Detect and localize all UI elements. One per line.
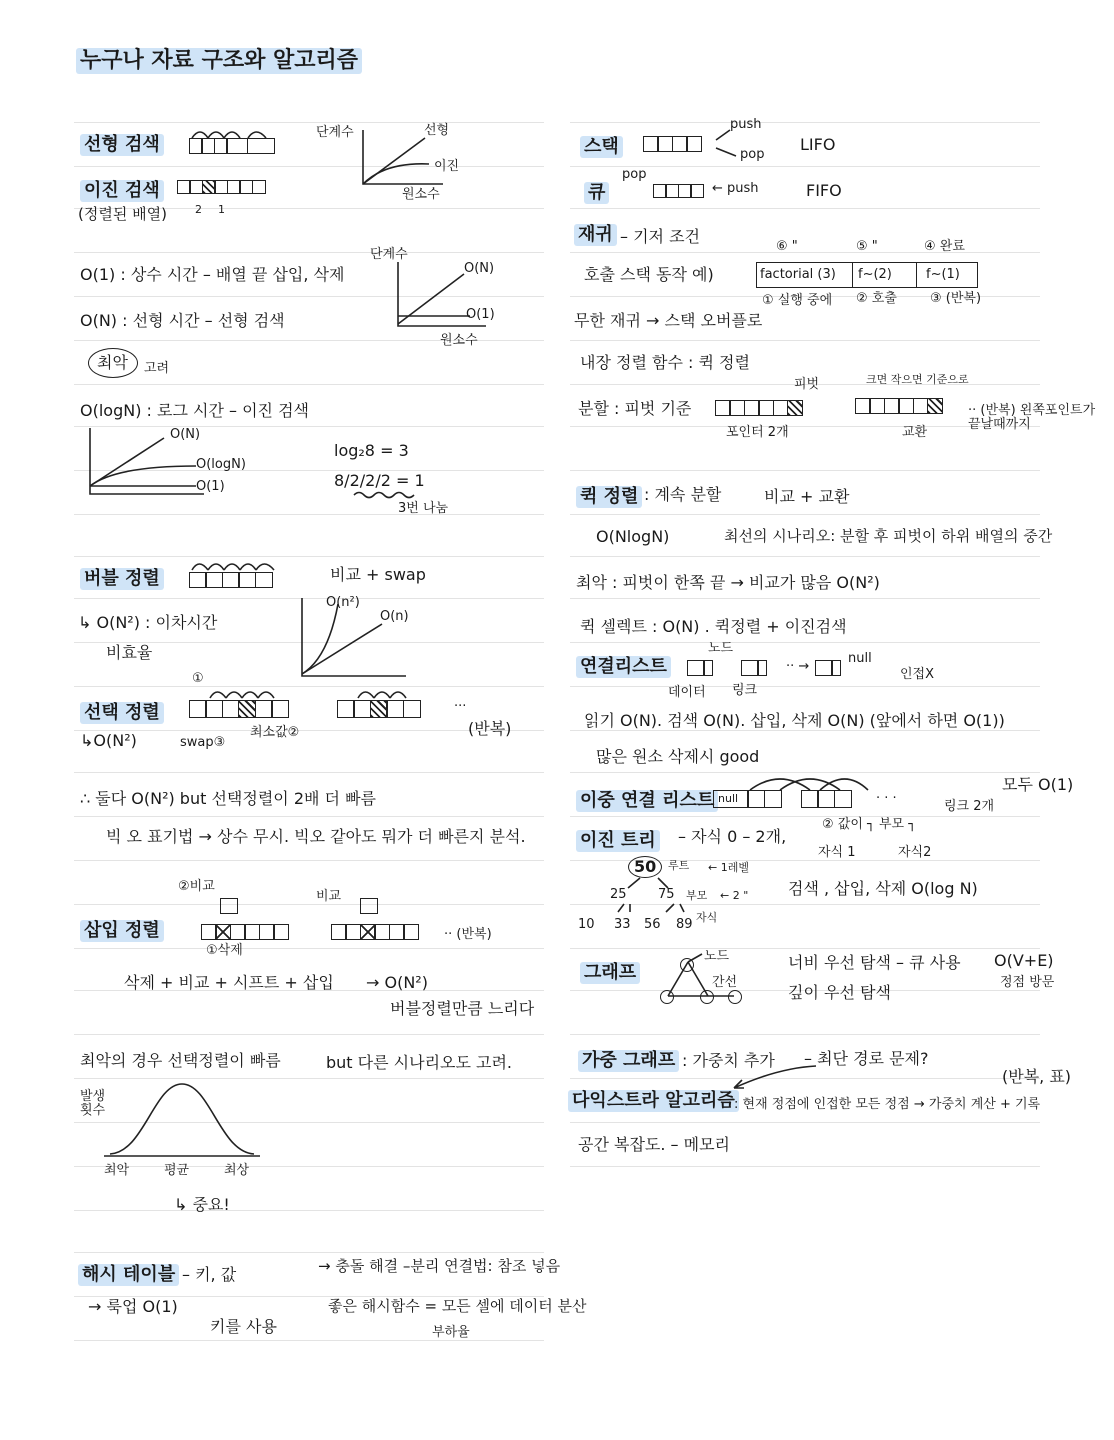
frame-factorial-3: factorial (3) bbox=[760, 267, 836, 282]
bt-node-75: 75 bbox=[658, 887, 675, 902]
builtin-sort: 내장 정렬 함수 : 퀵 정렬 bbox=[580, 353, 750, 372]
call-stack-example: 호출 스택 동작 예) bbox=[584, 265, 714, 284]
selection-repeat: (반복) bbox=[468, 719, 512, 738]
partition-array-2 bbox=[856, 398, 943, 414]
binary-search-pointer-1: 1 bbox=[218, 203, 225, 216]
division-note: 3번 나눔 bbox=[398, 501, 449, 516]
ruled-line-right bbox=[570, 470, 1040, 471]
weighted-desc: : 가중치 추가 bbox=[682, 1051, 775, 1070]
ruled-line-left bbox=[74, 860, 544, 861]
graph-complexity: O(V+E) bbox=[994, 951, 1054, 970]
call-step-2: ② 호출 bbox=[856, 291, 897, 306]
quicksort-desc: : 계속 분할 bbox=[644, 485, 722, 504]
worst-case-line: 최악의 경우 선택정렬이 빠름 bbox=[80, 1051, 281, 1070]
linked-list-heading: 연결리스트 bbox=[576, 656, 671, 678]
graph1-binary-label: 이진 bbox=[434, 159, 460, 174]
insertion-temp-cell bbox=[220, 898, 238, 914]
weighted-arrow-icon bbox=[728, 1064, 818, 1092]
recursion-base-case: – 기저 조건 bbox=[620, 227, 700, 246]
call-step-1: ① 실행 중에 bbox=[762, 293, 833, 308]
bt-child-2: 자식2 bbox=[898, 845, 932, 860]
ruled-line-left bbox=[74, 1210, 544, 1211]
linear-search-array bbox=[190, 138, 275, 154]
binary-search-array bbox=[178, 180, 266, 194]
ruled-line-right bbox=[570, 208, 1040, 209]
call-step-5: ⑤ " bbox=[856, 239, 878, 254]
ruled-line-left bbox=[74, 1340, 544, 1341]
call-step-3: ③ (반복) bbox=[930, 291, 982, 306]
graph-heading: 그래프 bbox=[580, 962, 640, 984]
ruled-line-left bbox=[74, 166, 544, 167]
ruled-line-left bbox=[74, 948, 544, 949]
sorted-array-note: (정렬된 배열) bbox=[78, 205, 167, 223]
dll-all-o1: 모두 O(1) bbox=[1002, 775, 1074, 794]
call-stack-divider-1 bbox=[852, 262, 853, 288]
binary-tree-heading: 이진 트리 bbox=[576, 830, 660, 852]
quicksort-best: 최선의 시나리오: 분할 후 피벗이 하위 배열의 중간 bbox=[724, 527, 1053, 545]
ruled-line-right bbox=[570, 122, 1040, 123]
graph-node-mid bbox=[700, 990, 714, 1004]
bt-desc-2: ② 값이 ┐ 부모 ┐ bbox=[822, 817, 917, 832]
infinite-recursion: 무한 재귀 → 스택 오버플로 bbox=[574, 311, 763, 330]
swap-label: 교환 bbox=[902, 425, 928, 440]
bubble-swap-arrows-icon bbox=[190, 558, 280, 572]
dll-dots: · · · bbox=[876, 791, 897, 806]
ruled-line-left bbox=[74, 384, 544, 385]
ll-null: null bbox=[848, 651, 872, 666]
bt-node-10: 10 bbox=[578, 917, 595, 932]
ll-node-2 bbox=[742, 660, 767, 676]
ruled-line-left bbox=[74, 1034, 544, 1035]
repeat-until-label: ·· (반복) 왼쪽포인트가 끝날때까지 bbox=[968, 403, 1096, 433]
insertion-complexity: → O(N²) bbox=[366, 973, 428, 992]
selection-complexity: ↳O(N²) bbox=[80, 731, 137, 750]
stack-heading: 스택 bbox=[580, 136, 623, 158]
linear-search-heading: 선형 검색 bbox=[80, 134, 164, 156]
bt-parent-label: 부모 bbox=[686, 889, 708, 902]
graph4-n2-label: O(n²) bbox=[326, 595, 360, 610]
hash-kv: – 키, 값 bbox=[182, 1265, 237, 1284]
selection-dots: ··· bbox=[454, 699, 467, 714]
bt-root-label: 루트 bbox=[668, 859, 690, 872]
bigger-smaller-label: 크면 작으면 기준으로 bbox=[866, 373, 969, 386]
graph3-logn-label: O(logN) bbox=[196, 457, 246, 472]
hash-good-function: 좋은 해시함수 = 모든 셀에 데이터 분산 bbox=[328, 1297, 587, 1315]
quicksort-complexity: O(NlogN) bbox=[596, 527, 670, 546]
doubly-linked-list-heading: 이중 연결 리스트 bbox=[576, 790, 718, 812]
dll-two-links: 링크 2개 bbox=[944, 799, 995, 814]
ruled-line-right bbox=[570, 252, 1040, 253]
on-line: O(N) : 선형 시간 – 선형 검색 bbox=[80, 311, 285, 330]
stack-arrows-icon bbox=[712, 126, 742, 162]
graph-bfs: 너비 우선 탐색 – 큐 사용 bbox=[788, 953, 961, 972]
bt-level-1: ← 1레벨 bbox=[708, 861, 749, 874]
binary-search-heading: 이진 검색 bbox=[80, 180, 164, 202]
dist-avg-label: 평균 bbox=[164, 1163, 190, 1178]
selection-sort-array bbox=[190, 700, 289, 718]
bt-child-1: 자식 1 bbox=[818, 845, 856, 860]
graph-node-top bbox=[680, 958, 694, 972]
ruled-line-right bbox=[570, 1166, 1040, 1167]
inefficient-label: 비효율 bbox=[106, 643, 153, 662]
stack-array bbox=[644, 136, 702, 152]
bubble-complexity: ↳ O(N²) : 이차시간 bbox=[78, 613, 218, 632]
important-note: ↳ 중요! bbox=[174, 1195, 230, 1214]
graph1-x-label: 원소수 bbox=[402, 187, 440, 202]
ologn-line: O(logN) : 로그 시간 – 이진 검색 bbox=[80, 401, 309, 420]
distribution-curve bbox=[104, 1080, 264, 1160]
graph-node-label: 노드 bbox=[704, 949, 730, 964]
dist-worst-label: 최악 bbox=[104, 1163, 130, 1178]
space-complexity: 공간 복잡도. – 메모리 bbox=[578, 1135, 730, 1154]
ll-node-1 bbox=[688, 660, 713, 676]
ruled-line-right bbox=[570, 730, 1040, 731]
consider-label: 고려 bbox=[144, 361, 170, 376]
bubble-operation: 비교 + swap bbox=[330, 565, 426, 584]
recursion-heading: 재귀 bbox=[574, 224, 617, 246]
graph4-n-label: O(n) bbox=[380, 609, 409, 624]
call-step-4: ④ 완료 bbox=[924, 239, 965, 254]
bt-child-label: 자식 bbox=[696, 911, 718, 924]
page-title: 누구나 자료 구조와 알고리즘 bbox=[76, 48, 362, 74]
lifo-label: LIFO bbox=[800, 135, 836, 154]
hash-lookup: → 룩업 O(1) bbox=[88, 1297, 178, 1316]
graph3-o1-label: O(1) bbox=[196, 479, 225, 494]
insertion-temp-cell-2 bbox=[360, 898, 378, 914]
queue-array bbox=[654, 184, 704, 198]
hash-table-heading: 해시 테이블 bbox=[78, 1264, 179, 1286]
o1-line: O(1) : 상수 시간 – 배열 끝 삽입, 삭제 bbox=[80, 265, 345, 284]
stack-pop: pop bbox=[740, 147, 765, 162]
insertion-compare-2: 비교 bbox=[316, 889, 342, 904]
ruled-line-left bbox=[74, 772, 544, 773]
ruled-line-right bbox=[570, 816, 1040, 817]
selection-step1: ① bbox=[192, 671, 204, 686]
graph1-y-label: 단계수 bbox=[316, 125, 354, 140]
insertion-sort-heading: 삽입 정렬 bbox=[80, 920, 164, 942]
ll-many-delete: 많은 원소 삭제시 good bbox=[596, 747, 760, 766]
ruled-line-right bbox=[570, 1122, 1040, 1123]
selection-swap-note: swap③ bbox=[180, 735, 226, 750]
selection-sort-array-2 bbox=[338, 700, 421, 718]
graph1-linear-label: 선형 bbox=[424, 123, 450, 138]
repeat-table: (반복, 표) bbox=[1002, 1067, 1072, 1086]
ruled-line-left bbox=[74, 252, 544, 253]
graph-node-left bbox=[660, 990, 674, 1004]
call-step-6: ⑥ " bbox=[776, 239, 798, 254]
insertion-delete: ①삭제 bbox=[206, 943, 243, 958]
graph2-y-label: 단계수 bbox=[370, 247, 408, 262]
hash-use-key: 키를 사용 bbox=[210, 1317, 277, 1336]
worst-label: 최악 bbox=[97, 353, 128, 372]
bt-node-89: 89 bbox=[676, 917, 693, 932]
graph2-on-label: O(N) bbox=[464, 261, 495, 276]
ruled-line-left bbox=[74, 1166, 544, 1167]
division-equation: 8/2/2/2 = 1 bbox=[334, 471, 425, 490]
selection-scan-arrows-2-icon bbox=[356, 686, 420, 700]
queue-heading: 큐 bbox=[584, 182, 609, 204]
binary-search-pointer-2: 2 bbox=[195, 203, 202, 216]
graph-edge-label: 간선 bbox=[712, 975, 738, 990]
dijkstra-desc: : 현재 정점에 인접한 모든 정점 → 가중치 계산 + 기록 bbox=[734, 1097, 1041, 1112]
selection-scan-arrows-icon bbox=[208, 686, 288, 700]
bt-operations: 검색 , 삽입, 삭제 O(log N) bbox=[788, 879, 978, 898]
dll-link-arrows-icon bbox=[740, 770, 870, 792]
bubble-sort-array bbox=[190, 572, 273, 588]
quicksort-ops: 비교 + 교환 bbox=[764, 487, 850, 506]
bt-node-56: 56 bbox=[644, 917, 661, 932]
bt-desc-1: – 자식 0 – 2개, bbox=[678, 827, 787, 846]
graph-dfs: 깊이 우선 탐색 bbox=[788, 983, 891, 1002]
graph-vertex-visit: 정점 방문 bbox=[1000, 975, 1055, 990]
partition-label: 분할 : 피벗 기준 bbox=[578, 399, 692, 418]
ruled-line-left bbox=[74, 686, 544, 687]
selection-sort-heading: 선택 정렬 bbox=[80, 702, 164, 724]
ll-dots: ·· → bbox=[786, 659, 810, 674]
graph2-o1-label: O(1) bbox=[466, 307, 495, 322]
ll-data-label: 데이터 bbox=[668, 685, 706, 700]
bt-node-33: 33 bbox=[614, 917, 631, 932]
hash-load-factor: 부하율 bbox=[432, 1325, 470, 1340]
but-other-line: but 다른 시나리오도 고려. bbox=[326, 1053, 513, 1072]
linear-search-arrows-icon bbox=[190, 126, 270, 140]
call-stack-divider-2 bbox=[916, 262, 917, 288]
ruled-line-right bbox=[570, 556, 1040, 557]
quickselect-line: 퀵 셀렉트 : O(N) . 퀵정렬 + 이진검색 bbox=[580, 617, 847, 636]
ruled-line-left bbox=[74, 122, 544, 123]
ruled-line-right bbox=[570, 514, 1040, 515]
linear-vs-binary-graph bbox=[355, 130, 445, 190]
ruled-line-right bbox=[570, 598, 1040, 599]
frame-f2: f~(2) bbox=[858, 267, 892, 282]
bt-node-50: 50 bbox=[634, 857, 657, 876]
ll-node-3 bbox=[816, 660, 841, 676]
graph2-x-label: 원소수 bbox=[440, 333, 478, 348]
weighted-graph-heading: 가중 그래프 bbox=[578, 1050, 679, 1072]
ruled-line-left bbox=[74, 426, 544, 427]
insertion-repeat: ·· (반복) bbox=[444, 927, 492, 942]
quicksort-worst: 최악 : 피벗이 한쪽 끝 → 비교가 많음 O(N²) bbox=[576, 573, 880, 592]
ruled-line-left bbox=[74, 904, 544, 905]
ruled-line-left bbox=[74, 1078, 544, 1079]
pivot-label: 피벗 bbox=[794, 377, 820, 392]
bt-node-25: 25 bbox=[610, 887, 627, 902]
queue-push: ← push bbox=[712, 181, 759, 196]
fifo-label: FIFO bbox=[806, 181, 842, 200]
ruled-line-left bbox=[74, 1252, 544, 1253]
ll-not-adjacent: 인접X bbox=[900, 667, 935, 682]
queue-pop: pop bbox=[622, 167, 647, 182]
ruled-line-right bbox=[570, 340, 1040, 341]
insertion-sort-array-2 bbox=[332, 924, 419, 940]
both-line: ∴ 둘다 O(N²) but 선택정렬이 2배 더 빠름 bbox=[80, 789, 377, 808]
dijkstra-heading: 다익스트라 알고리즘 bbox=[568, 1090, 739, 1112]
ruled-line-right bbox=[570, 1034, 1040, 1035]
hash-collision: → 충돌 해결 –분리 연결법: 참조 넣음 bbox=[318, 1257, 561, 1275]
dist-best-label: 최상 bbox=[224, 1163, 250, 1178]
ruled-line-right bbox=[570, 686, 1040, 687]
insertion-sort-array bbox=[202, 924, 289, 940]
graph3-on-label: O(N) bbox=[170, 427, 201, 442]
bigo-line: 빅 오 표기법 → 상수 무시. 빅오 같아도 뭐가 더 빠른지 분석. bbox=[106, 827, 526, 846]
ll-node-label: 노드 bbox=[708, 641, 734, 656]
quicksort-heading: 퀵 정렬 bbox=[576, 486, 642, 508]
frame-f1: f~(1) bbox=[926, 267, 960, 282]
ruled-line-right bbox=[570, 642, 1040, 643]
ruled-line-right bbox=[570, 948, 1040, 949]
frequency-label: 발생 횟수 bbox=[80, 1089, 106, 1119]
partition-array bbox=[716, 400, 803, 416]
insertion-slow: 버블정렬만큼 느리다 bbox=[390, 999, 535, 1018]
ruled-line-left bbox=[74, 816, 544, 817]
ruled-line-left bbox=[74, 556, 544, 557]
insertion-steps: 삭제 + 비교 + 시프트 + 삽입 bbox=[124, 973, 334, 992]
dll-node-2 bbox=[802, 790, 852, 808]
graph-node-right bbox=[728, 990, 742, 1004]
bt-level-2: ← 2 " bbox=[720, 889, 749, 902]
selection-min-note: 최소값② bbox=[250, 725, 300, 740]
ll-link-label: 링크 bbox=[732, 683, 758, 698]
log-equation: log₂8 = 3 bbox=[334, 441, 409, 460]
stack-push: push bbox=[730, 117, 762, 132]
two-pointers-label: 포인터 2개 bbox=[726, 425, 789, 440]
insertion-compare-1: ②비교 bbox=[178, 879, 215, 894]
ll-operations: 읽기 O(N). 검색 O(N). 삽입, 삭제 O(N) (앞에서 하면 O(1)) bbox=[584, 711, 1005, 730]
ruled-line-left bbox=[74, 514, 544, 515]
dll-null: null bbox=[718, 792, 739, 805]
squiggle-underline bbox=[354, 490, 414, 500]
bubble-sort-heading: 버블 정렬 bbox=[80, 568, 164, 590]
shortest-path: – 최단 경로 문제? bbox=[804, 1049, 929, 1068]
